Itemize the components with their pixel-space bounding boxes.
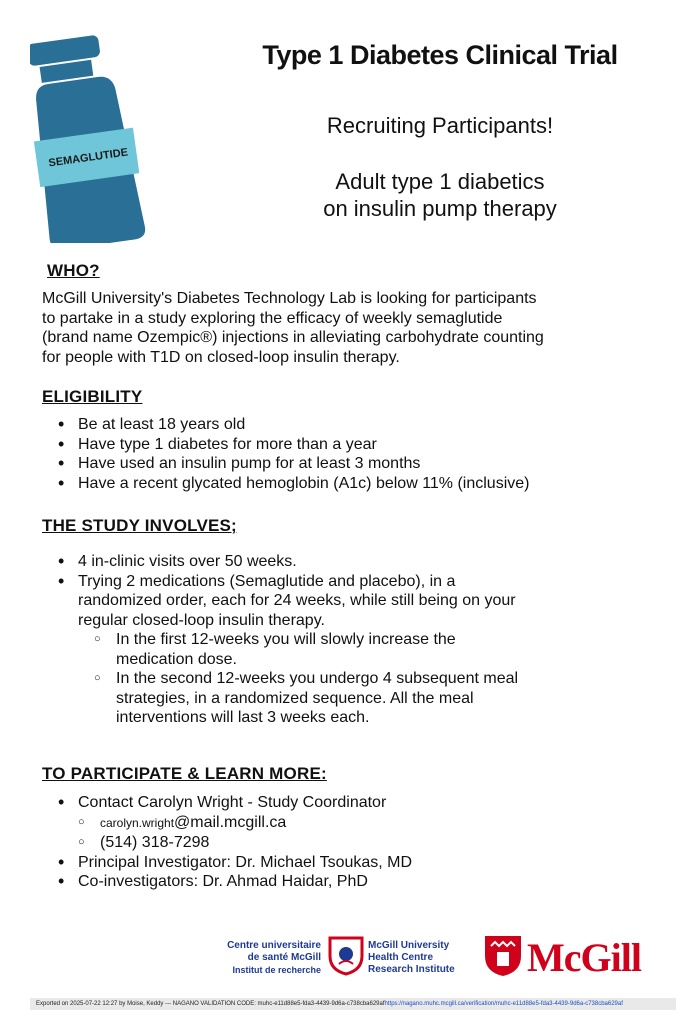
cuhc-line: Centre universitaire (227, 940, 321, 951)
mcgill-crest-icon (483, 934, 523, 978)
study-sublist (78, 630, 638, 728)
muhc-crest-icon (328, 936, 364, 976)
list-item: • Have used an insulin pump for at least 3 months (58, 454, 638, 474)
sublist-line: interventions will last 3 weeks each. (116, 709, 370, 726)
list-item: • Have type 1 diabetes for more than a year (58, 435, 638, 455)
contact-sublist (62, 813, 638, 853)
list-item-line: • Trying 2 medications (Semaglutide and placebo), in a (78, 572, 456, 590)
sublist-line: strategies, in a randomized sequence. All the meal (116, 689, 474, 707)
logo-strip (205, 932, 675, 990)
cuhc-line: de santé McGill (247, 952, 321, 963)
footer-text: Exported on 2025-07-22 12:27 by Moise, Keddy --- NAGANO VALIDATION CODE: muhc-e11d88e5-fda3-4439-9d6a-c738cba629af (36, 1001, 385, 1007)
email-domain[interactable]: @mail.mcgill.ca (174, 813, 287, 831)
mhc-line: Health Centre (368, 952, 434, 963)
cuhc-line: Institut de recherche (232, 965, 321, 975)
list-item: • 4 in-clinic visits over 50 weeks. (58, 552, 638, 572)
list-item-line: randomized order, each for 24 weeks, while still being on your (78, 592, 516, 609)
list-item: • Be at least 18 years old (58, 415, 638, 435)
sublist-item (78, 630, 638, 669)
contact-coordinator: • Contact Carolyn Wright - Study Coordinator (78, 794, 387, 811)
mcgill-wordmark: McGill (527, 935, 641, 980)
sublist-line: ○ In the second 12-weeks you undergo 4 subsequent meal (116, 670, 519, 687)
participate-heading: TO PARTICIPATE & LEARN MORE: (42, 764, 327, 783)
email-user[interactable]: carolyn.wright (100, 815, 175, 830)
verification-link[interactable]: https://nagano.muhc.mcgill.ca/verification/muhc-e11d88e5-fda3-4439-9d6a-c738cba629af (384, 1001, 623, 1007)
who-line: (brand name Ozempic®) injections in alleviating carbohydrate counting (42, 329, 544, 346)
sublist-line: medication dose. (116, 650, 237, 668)
sublist-item (78, 669, 638, 728)
list-item: • Have a recent glycated hemoglobin (A1c) below 11% (inclusive) (58, 474, 638, 494)
cuhc-logo-text (205, 940, 321, 976)
co-investigators: • Co-investigators: Dr. Ahmad Haidar, PhD (58, 872, 638, 892)
who-paragraph (42, 289, 632, 367)
recruiting-subtitle: Recruiting Participants! (326, 113, 554, 138)
audience-line-1: Adult type 1 diabetics (335, 169, 545, 194)
semaglutide-vial-icon (30, 28, 160, 243)
who-heading: WHO? (47, 261, 100, 280)
mhc-line: McGill University (368, 940, 450, 951)
audience-line-2: on insulin pump therapy (323, 196, 557, 221)
vial-label: SEMAGLUTIDE (47, 146, 129, 170)
who-line: to partake in a study exploring the efficacy of weekly semaglutide (42, 309, 503, 327)
muhc-logo-text (368, 940, 478, 976)
mhc-line: Research Institute (368, 964, 455, 975)
list-item-line: regular closed-loop insulin therapy. (78, 611, 325, 629)
who-line: for people with T1D on closed-loop insulin therapy. (42, 348, 400, 366)
export-footer (30, 998, 676, 1010)
principal-investigator: • Principal Investigator: Dr. Michael Tsoukas, MD (58, 853, 638, 873)
phone-item[interactable]: ○ (514) 318-7298 (62, 833, 638, 853)
contact-item (58, 793, 638, 853)
page-title: Type 1 Diabetes Clinical Trial (262, 40, 618, 70)
email-item[interactable] (62, 813, 638, 834)
who-line: McGill University's Diabetes Technology Lab is looking for participants (42, 290, 537, 307)
eligibility-list (58, 415, 638, 493)
study-heading: THE STUDY INVOLVES; (42, 516, 237, 535)
study-list (58, 552, 638, 728)
eligibility-heading: ELIGIBILITY (42, 387, 143, 406)
participate-list (58, 793, 638, 892)
list-item (58, 572, 638, 728)
sublist-line: ○ In the first 12-weeks you will slowly increase the (116, 631, 456, 648)
